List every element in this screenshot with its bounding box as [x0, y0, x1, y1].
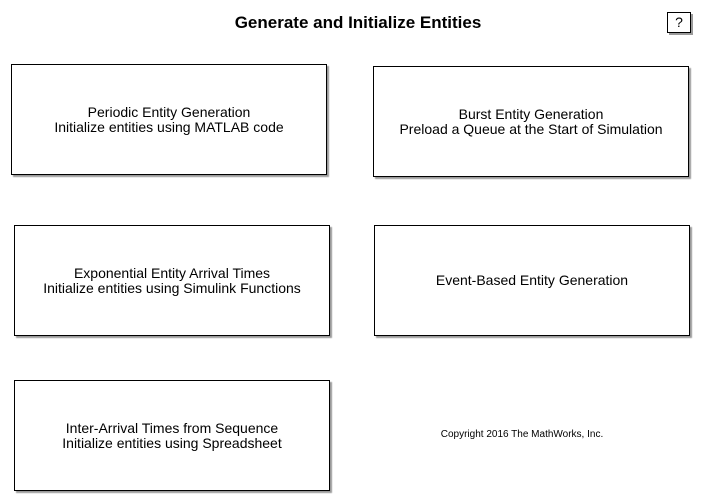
- example-exponential-entity-arrival-times[interactable]: [14, 225, 330, 336]
- example-event-based-entity-generation[interactable]: [374, 225, 690, 336]
- page-title: Generate and Initialize Entities: [234, 13, 482, 32]
- example-inter-arrival-times-from-sequence[interactable]: [14, 380, 330, 491]
- block-subtitle: Initialize entities using Spreadsheet: [62, 434, 282, 451]
- block-subtitle: Initialize entities using Simulink Functions: [43, 279, 301, 296]
- block-title: Event-Based Entity Generation: [435, 272, 629, 288]
- example-periodic-entity-generation[interactable]: [11, 64, 327, 175]
- block-subtitle: Preload a Queue at the Start of Simulation: [399, 120, 663, 137]
- help-button[interactable]: ?: [667, 12, 691, 33]
- block-title: Periodic Entity Generation: [87, 103, 251, 120]
- block-title: Exponential Entity Arrival Times: [73, 264, 271, 281]
- example-burst-entity-generation[interactable]: [373, 66, 689, 177]
- copyright-notice: Copyright 2016 The MathWorks, Inc.: [440, 429, 604, 440]
- block-title: Burst Entity Generation: [458, 105, 604, 122]
- block-title: Inter-Arrival Times from Sequence: [65, 419, 279, 436]
- block-subtitle: Initialize entities using MATLAB code: [54, 118, 284, 135]
